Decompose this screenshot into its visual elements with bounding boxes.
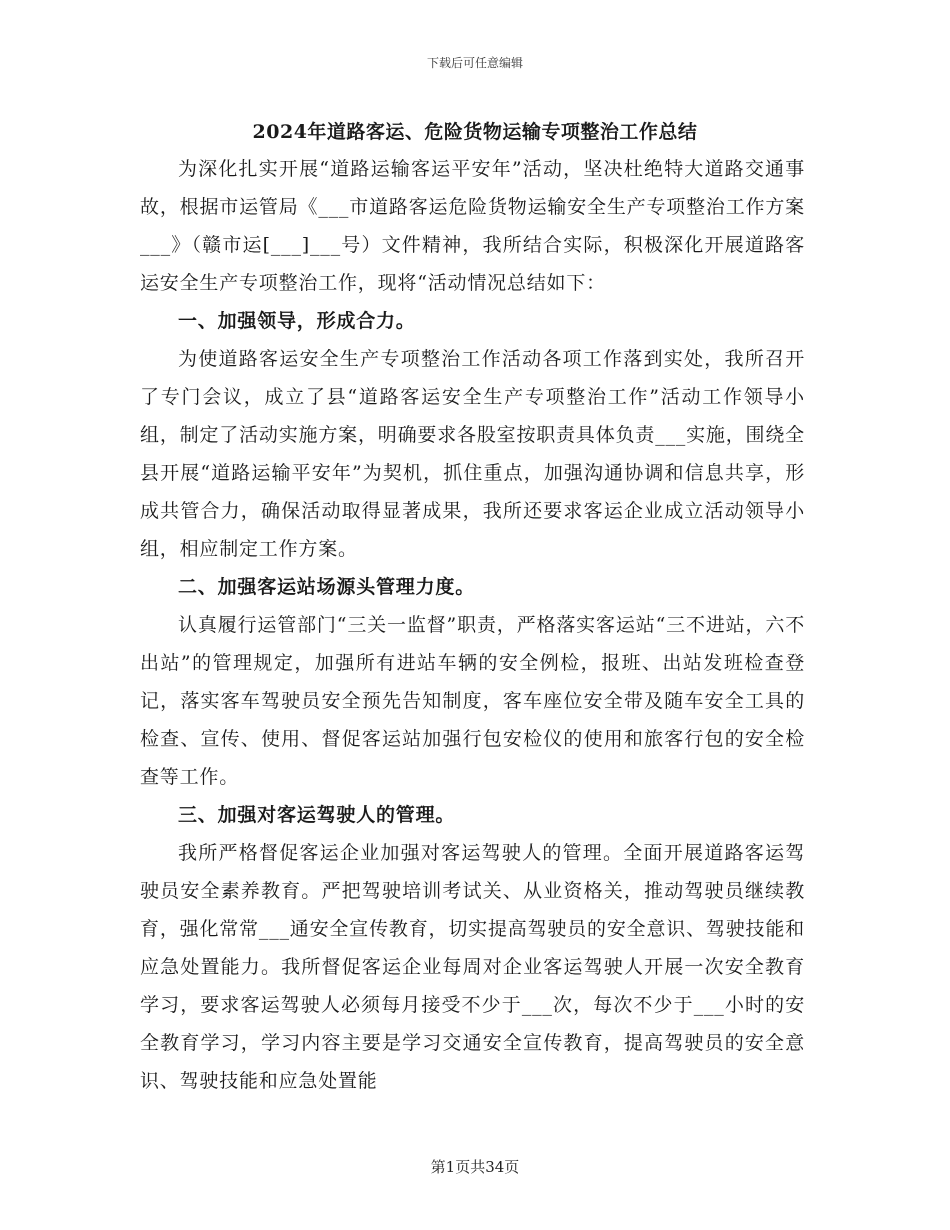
paragraph-section-1: 为使道路客运安全生产专项整治工作活动各项工作落到实处，我所召开了专门会议，成立了县“道路客运安全生产专项整治工作”活动工作领导小组，制定了活动实施方案，明确要求各股室按职责具体负责___实施，围绕全县开展“道路运输平安年”为契机，抓住重点，加强沟通协调和信息共享，形成共管合力，确保活动取得显著成果，我所还要求客运企业成立活动领导小组，相应制定工作方案。 (140, 348, 805, 560)
document-body (140, 150, 805, 1100)
section-heading-3: 三、加强对客运驾驶人的管理。 (178, 804, 456, 826)
paragraph-section-3: 我所严格督促客运企业加强对客运驾驶人的管理。全面开展道路客运驾驶员安全素养教育。严把驾驶培训考试关、从业资格关，推动驾驶员继续教育，强化常常___通安全宣传教育，切实提高驾驶员的安全意识、驾驶技能和应急处置能力。我所督促客运企业每周对企业客运驾驶人开展一次安全教育学习，要求客运驾驶人必须每月接受不少于___次，每次不少于___小时的安全教育学习，学习内容主要是学习交通安全宣传教育，提高驾驶员的安全意识、驾驶技能和应急处置能 (140, 842, 805, 1092)
header-note: 下载后可任意编辑 (426, 56, 523, 70)
section-heading-1: 一、加强领导，形成合力。 (178, 310, 416, 332)
document-title: 2024年道路客运、危险货物运输专项整治工作总结 (252, 121, 698, 143)
paragraph-section-2: 认真履行运管部门“三关一监督”职责，严格落实客运站“三不进站，六不出站”的管理规定，加强所有进站车辆的安全例检，报班、出站发班检查登记，落实客车驾驶员安全预先告知制度，客车座位安全带及随车安全工具的检查、宣传、使用、督促客运站加强行包安检仪的使用和旅客行包的安全检查等工作。 (140, 614, 805, 788)
paragraph-intro: 为深化扎实开展“道路运输客运平安年”活动，坚决杜绝特大道路交通事故，根据市运管局《___市道路客运危险货物运输安全生产专项整治工作方案___》（赣市运[___]___号）文件精神，我所结合实际，积极深化开展道路客运安全生产专项整治工作，现将“活动情况总结如下： (140, 158, 805, 294)
page-number-footer: 第1页共34页 (430, 1158, 520, 1176)
section-heading-2: 二、加强客运站场源头管理力度。 (178, 576, 476, 598)
